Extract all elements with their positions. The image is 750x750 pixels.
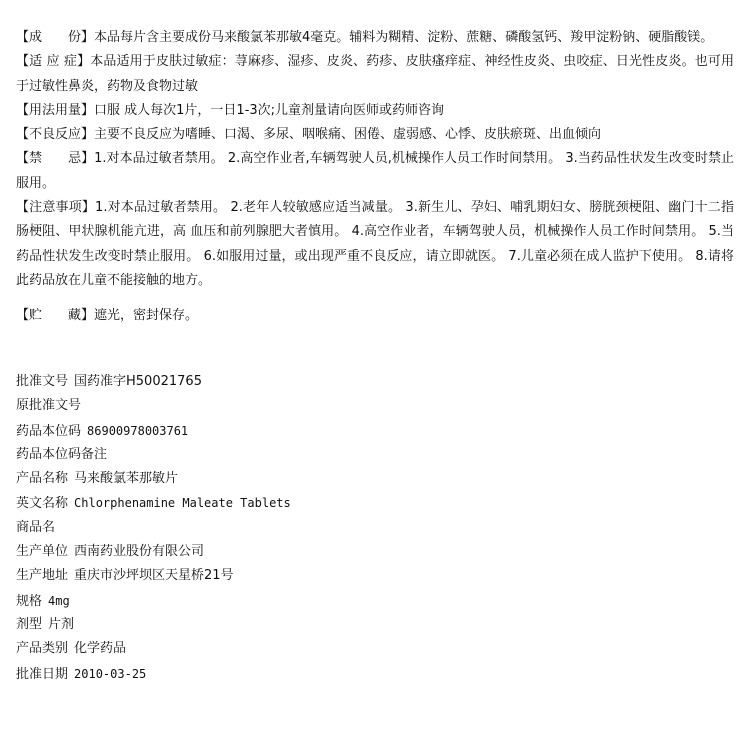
meta-row-category bbox=[16, 637, 734, 661]
section-text: 遮光，密封保存。 bbox=[94, 308, 199, 324]
meta-row-approval-date bbox=[16, 662, 734, 686]
section-label: 【贮 藏】 bbox=[16, 308, 95, 324]
section-label: 【成 份】 bbox=[16, 30, 95, 45]
section-label: 【适 应 症】 bbox=[16, 54, 91, 70]
meta-row-address bbox=[16, 564, 734, 588]
meta-key: 产品类别 bbox=[16, 641, 69, 657]
section-dosage bbox=[16, 99, 734, 123]
meta-row-specification bbox=[16, 589, 734, 613]
section-label: 【不良反应】 bbox=[16, 127, 95, 143]
meta-key: 原批准文号 bbox=[16, 398, 82, 414]
meta-key: 产品名称 bbox=[16, 471, 69, 487]
meta-value: 国药准字H50021765 bbox=[74, 374, 202, 389]
meta-key: 批准日期 bbox=[16, 666, 69, 682]
meta-row-approval-number bbox=[16, 370, 734, 394]
section-text: 1.对本品过敏者禁用。 2.老年人较敏感应适当减量。 3.新生儿、孕妇、哺乳期妇女、膀胱颈梗阻、幽门十二指肠梗阻、甲状腺机能亢进，高 血压和前列腺肥大者慎用。 4.高空作业者，车辆驾驶人员，机械操作人员工作时间禁用。 5.当药品性状发生改变时禁止服用。 6.如服用过量，或出现严重不良反应，请立即就医。 7.儿童必须在成人监护下使用。 8.请将此药品放在儿童不能接触的地方。 bbox=[16, 200, 734, 288]
meta-key: 生产地址 bbox=[16, 568, 69, 584]
section-text: 本品每片含主要成份马来酸氯苯那敏4毫克。辅料为糊精、淀粉、蔗糖、磷酸氢钙、羧甲淀粉钠、硬脂酸镁。 bbox=[94, 30, 714, 45]
meta-value: 86900978003761 bbox=[87, 423, 189, 438]
section-text: 本品适用于皮肤过敏症：荨麻疹、湿疹、皮炎、药疹、皮肤瘙痒症、神经性皮炎、虫咬症、日光性皮炎。也可用于过敏性鼻炎，药物及食物过敏 bbox=[16, 54, 734, 94]
meta-value: 片剂 bbox=[48, 616, 75, 632]
section-text: 主要不良反应为嗜睡、口渴、多尿、咽喉痛、困倦、虚弱感、心悸、皮肤瘀斑、出血倾向 bbox=[94, 127, 602, 143]
meta-row-manufacturer bbox=[16, 540, 734, 564]
meta-value: Chlorphenamine Maleate Tablets bbox=[74, 496, 291, 511]
meta-value: 4mg bbox=[48, 593, 70, 608]
section-label: 【禁 忌】 bbox=[16, 151, 95, 167]
meta-key: 规格 bbox=[16, 593, 43, 609]
section-contraindications bbox=[16, 147, 734, 196]
meta-key: 药品本位码 bbox=[16, 423, 82, 439]
meta-key: 药品本位码备注 bbox=[16, 446, 108, 462]
section-label: 【用法用量】 bbox=[16, 102, 95, 118]
product-metadata bbox=[16, 370, 734, 686]
meta-row-dosage-form bbox=[16, 613, 734, 637]
section-precautions bbox=[16, 196, 734, 293]
section-ingredients bbox=[16, 26, 734, 50]
meta-key: 批准文号 bbox=[16, 374, 69, 389]
meta-row-trade-name bbox=[16, 516, 734, 540]
meta-value: 西南药业股份有限公司 bbox=[74, 544, 205, 560]
section-indications bbox=[16, 50, 734, 99]
meta-key: 英文名称 bbox=[16, 496, 69, 512]
meta-row-original-approval-number bbox=[16, 394, 734, 418]
meta-row-drug-code bbox=[16, 419, 734, 443]
meta-value: 重庆市沙坪坝区天星桥21号 bbox=[74, 568, 234, 584]
section-text: 1.对本品过敏者禁用。 2.高空作业者,车辆驾驶人员,机械操作人员工作时间禁用。 3.当药品性状发生改变时禁止服用。 bbox=[16, 151, 734, 191]
meta-key: 生产单位 bbox=[16, 544, 69, 560]
meta-row-drug-code-note bbox=[16, 443, 734, 467]
meta-row-english-name bbox=[16, 491, 734, 515]
section-storage bbox=[16, 304, 734, 328]
meta-key: 剂型 bbox=[16, 616, 43, 632]
section-text: 口服 成人每次1片，一日1-3次;儿童剂量请向医师或药师咨询 bbox=[94, 102, 445, 118]
section-label: 【注意事项】 bbox=[16, 200, 96, 216]
meta-value: 化学药品 bbox=[74, 641, 127, 657]
section-adverse-reactions bbox=[16, 123, 734, 147]
instruction-sections bbox=[16, 26, 734, 329]
meta-value: 马来酸氯苯那敏片 bbox=[74, 471, 179, 487]
meta-value: 2010-03-25 bbox=[74, 666, 147, 681]
meta-key: 商品名 bbox=[16, 519, 56, 535]
meta-row-product-name bbox=[16, 467, 734, 491]
